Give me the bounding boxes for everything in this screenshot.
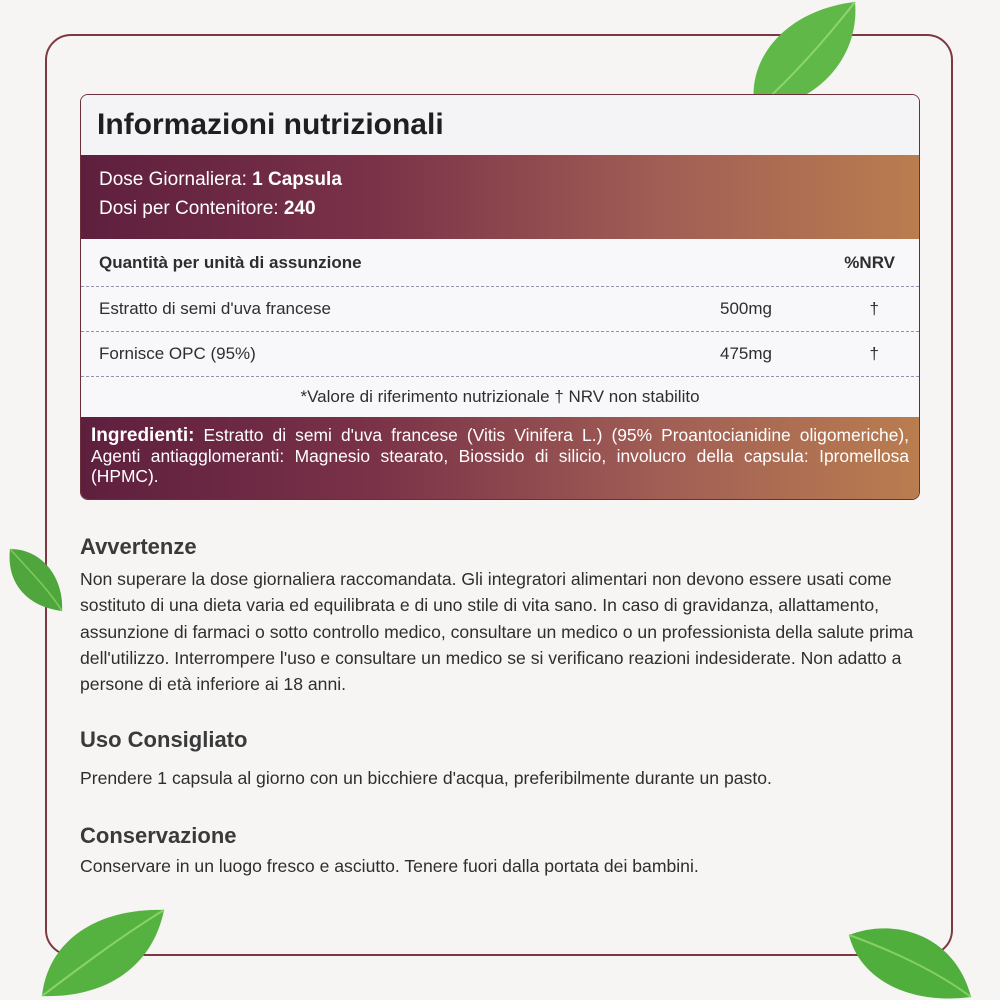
warnings-text: Non superare la dose giornaliera raccomandata. Gli integratori alimentari non devono essere usati come sostituto di una dieta varia ed equilibrata e di uno stile di vita sano. In caso di gravidanza, allattamento, assunzione di farmaci o sotto controllo medico, consultare un medico o un professionista della salute prima dell'utilizzo. Interrompere l'uso e consultare un medico se si verificano reazioni indesiderate. Non adatto a persone di età inferiore ai 18 anni. [80,569,914,695]
row-nrv: † [869,299,879,318]
warnings-section [80,534,920,697]
storage-text: Conservare in un luogo fresco e asciutto. Tenere fuori dalla portata dei bambini. [80,856,699,876]
table-header [81,239,919,287]
row-nrv: † [869,344,879,363]
ingredients-label: Ingredienti: [91,425,195,446]
doses-per-container: Dosi per Contenitore: 240 [99,198,316,219]
storage-title: Conservazione [80,823,237,848]
leaf-icon-bottom-right [845,915,975,1000]
header-quantity: Quantità per unità di assunzione [99,252,362,272]
daily-dose: Dose Giornaliera: 1 Capsula [99,169,342,190]
leaf-icon-bottom-left [38,900,168,1000]
leaf-icon-left [4,545,66,615]
dose-box [81,155,919,239]
usage-text: Prendere 1 capsula al giorno con un bicchiere d'acqua, preferibilmente durante un pasto. [80,768,772,788]
panel-title: Informazioni nutrizionali [81,95,919,155]
nrv-footnote: *Valore di riferimento nutrizionale † NRV non stabilito [300,387,700,406]
row-amount: 475mg [720,344,772,363]
ingredients-text: Estratto di semi d'uva francese (Vitis Vinifera L.) (95% Proantocianidine oligomeriche), Agenti antiagglomeranti: Magnesio stearato, Biossido di silicio, involucro della capsula: Ipromellosa (HPMC). [91,425,909,486]
table-row [81,332,919,377]
nutrition-panel [80,94,920,500]
warnings-title: Avvertenze [80,534,197,559]
storage-section [80,823,920,879]
usage-section [80,727,920,791]
nutrition-table [81,239,919,417]
ingredients-box [81,417,919,500]
usage-title: Uso Consigliato [80,727,248,752]
row-name: Fornisce OPC (95%) [99,344,256,363]
header-nrv: %NRV [844,252,895,272]
row-name: Estratto di semi d'uva francese [99,299,331,318]
table-row [81,287,919,332]
row-amount: 500mg [720,299,772,318]
